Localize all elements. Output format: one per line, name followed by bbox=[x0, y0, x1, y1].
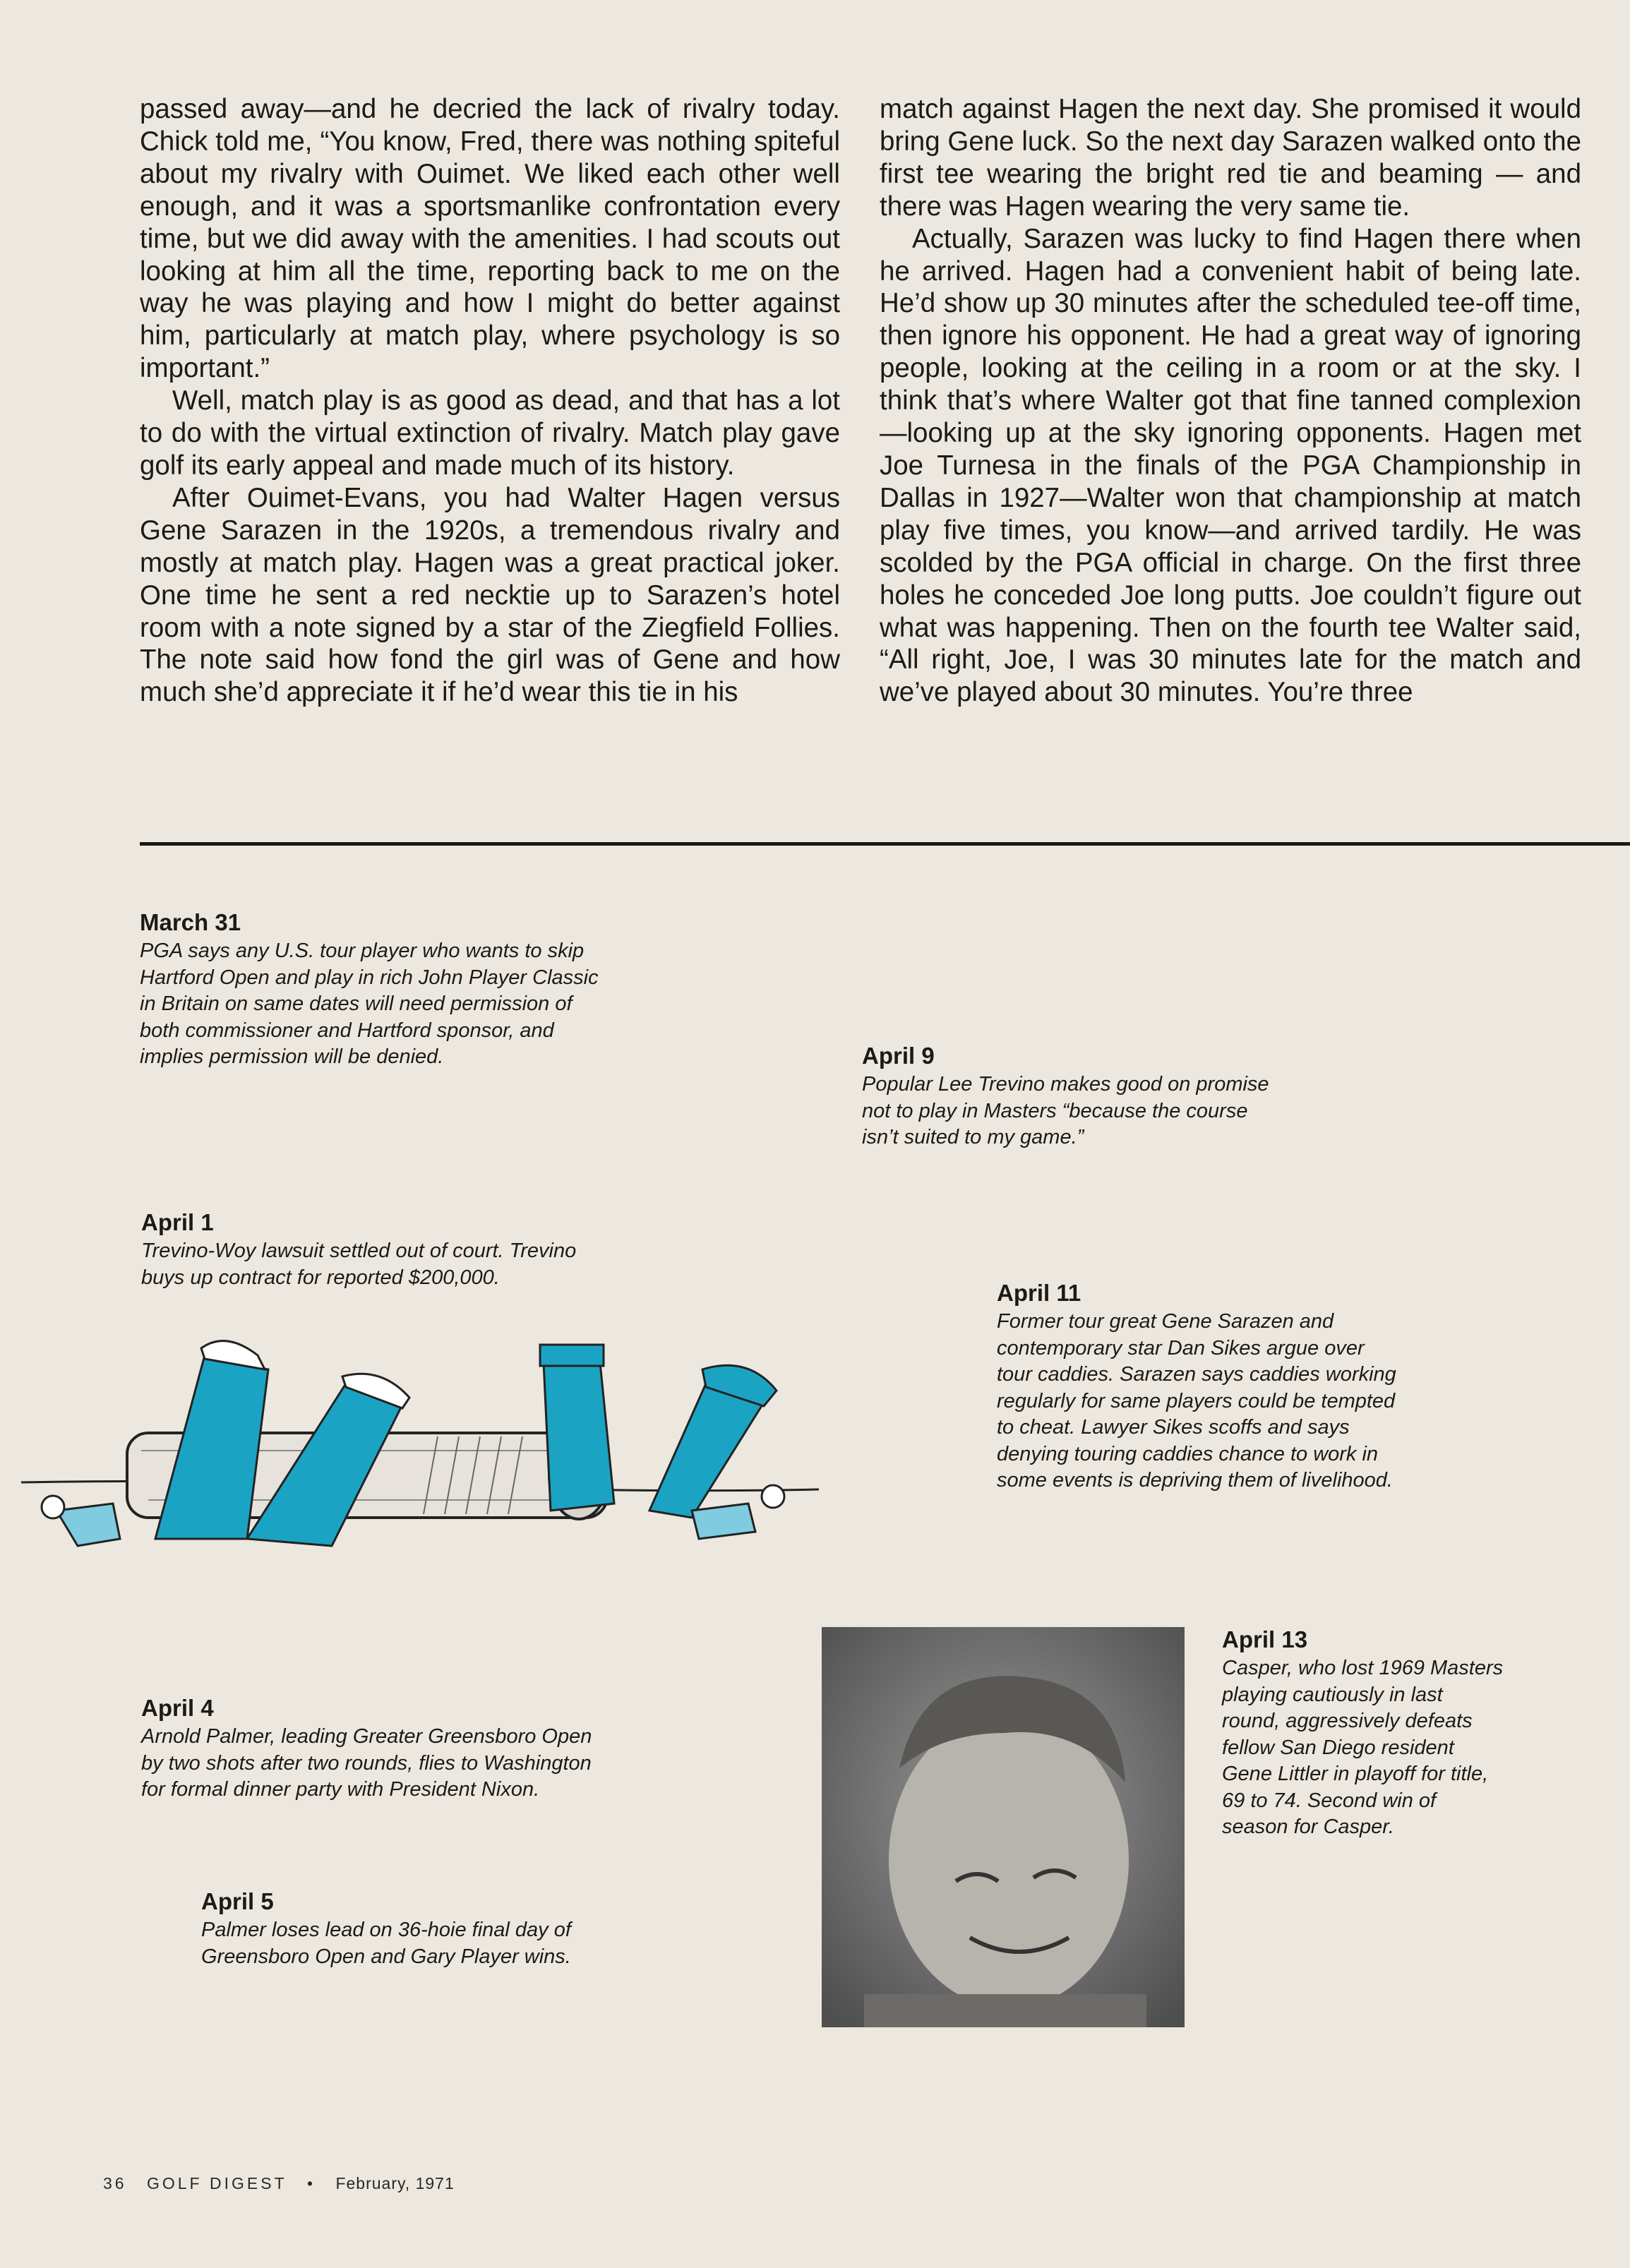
entry-text: Former tour great Gene Sarazen and contemporary star Dan Sikes argue over tour caddies. Sarazen says caddies working regularly for same players could be tempted to cheat. Lawyer Sikes scoffs and says denying touring caddies chance to work in some events is depriving them of livelihood. bbox=[997, 1310, 1396, 1492]
entry-date: April 9 bbox=[862, 1043, 935, 1069]
article-paragraph: After Ouimet-Evans, you had Walter Hagen versus Gene Sarazen in the 1920s, a tremendous rivalry and mostly at match play. Hagen was a great practical joker. One time he sent a red necktie up to Sarazen’s hotel room with a note signed by a star of the Ziegfield Follies. The note said how fond the girl was of Gene and how much she’d appreciate it if he’d wear this tie in his bbox=[140, 482, 840, 708]
entry-date: April 1 bbox=[141, 1209, 214, 1235]
golfers-cartoon-illustration bbox=[14, 1327, 819, 1581]
page-footer bbox=[103, 2174, 467, 2193]
section-divider bbox=[140, 842, 1630, 846]
magazine-name: GOLF DIGEST bbox=[146, 2174, 287, 2192]
entry-text: Casper, who lost 1969 Masters playing cautiously in last round, aggressively defeats fellow San Diego resident Gene Littler in playoff for title, 69 to 74. Second win of season for Casper. bbox=[1222, 1657, 1504, 1838]
entry-date: April 13 bbox=[1222, 1626, 1308, 1652]
casper-portrait-photo bbox=[822, 1627, 1185, 2027]
article-paragraph: Actually, Sarazen was lucky to find Hagen there when he arrived. Hagen had a convenient habit of being late. He’d show up 30 minutes after the scheduled tee-off time, then ignore his opponent. He had a great way of ignoring people, looking at the ceiling in a room or at the sky. I think that’s where Walter got that fine tanned complexion—looking up at the sky ignoring opponents. Hagen met Joe Turnesa in the finals of the PGA Championship in Dallas in 1927—Walter won that championship at match play five times, you know—and arrived tardily. He was scolded by the PGA official in charge. On the first three holes he conceded Joe long putts. Joe couldn’t figure out what was happening. Then on the fourth tee Walter said, “All right, Joe, I was 30 minutes late for the match and we’ve played about 30 minutes. You’re three bbox=[880, 223, 1581, 708]
entry-text: Popular Lee Trevino makes good on promise not to play in Masters “because the course isn’t suited to my game.” bbox=[862, 1073, 1269, 1148]
article-paragraph: Well, match play is as good as dead, and that has a lot to do with the virtual extinction of rivalry. Match play gave golf its early appeal and made much of its history. bbox=[140, 385, 840, 481]
timeline-entry-april-4 bbox=[141, 1694, 777, 1804]
entry-date: April 4 bbox=[141, 1695, 214, 1721]
timeline-entry-march-31 bbox=[140, 908, 775, 1071]
timeline-entry-april-1 bbox=[141, 1208, 777, 1291]
timeline-entry-april-9 bbox=[862, 1042, 1427, 1151]
article-column-left bbox=[140, 93, 840, 709]
timeline-entry-april-5 bbox=[201, 1888, 766, 1970]
entry-date: April 5 bbox=[201, 1888, 274, 1914]
timeline-entry-april-13 bbox=[1222, 1626, 1617, 1841]
page-number: 36 bbox=[103, 2174, 127, 2192]
entry-text: Arnold Palmer, leading Greater Greensboro Open by two shots after two rounds, flies to Washington for formal dinner party with President Nixon. bbox=[141, 1725, 592, 1801]
entry-date: March 31 bbox=[140, 909, 241, 935]
entry-text: PGA says any U.S. tour player who wants to skip Hartford Open and play in rich John Player Classic in Britain on same dates will need permission of both commissioner and Hartford sponsor, and implies permission will be denied. bbox=[140, 940, 599, 1068]
issue-date: February, 1971 bbox=[335, 2174, 455, 2192]
timeline-entry-april-11 bbox=[997, 1279, 1562, 1494]
footer-separator: • bbox=[307, 2174, 316, 2192]
entry-text: Palmer loses lead on 36-hoie final day of Greensboro Open and Gary Player wins. bbox=[201, 1919, 571, 1968]
entry-text: Trevino-Woy lawsuit settled out of court. Trevino buys up contract for reported $200,000. bbox=[141, 1240, 577, 1289]
entry-date: April 11 bbox=[997, 1280, 1081, 1306]
article-paragraph: match against Hagen the next day. She promised it would bring Gene luck. So the next day Sarazen walked onto the first tee wearing the bright red tie and beaming — and there was Hagen wearing the very same tie. bbox=[880, 94, 1581, 222]
article-paragraph: passed away—and he decried the lack of rivalry today. Chick told me, “You know, Fred, there was nothing spiteful about my rivalry with Ouimet. We liked each other well enough, and it was a sportsmanlike confrontation every time, but we did away with the amenities. I had scouts out looking at him all the time, reporting back to me on the way he was playing and how I might do better against him, particularly at match play, where psychology is so important.” bbox=[140, 94, 840, 384]
article-column-right bbox=[880, 93, 1581, 709]
